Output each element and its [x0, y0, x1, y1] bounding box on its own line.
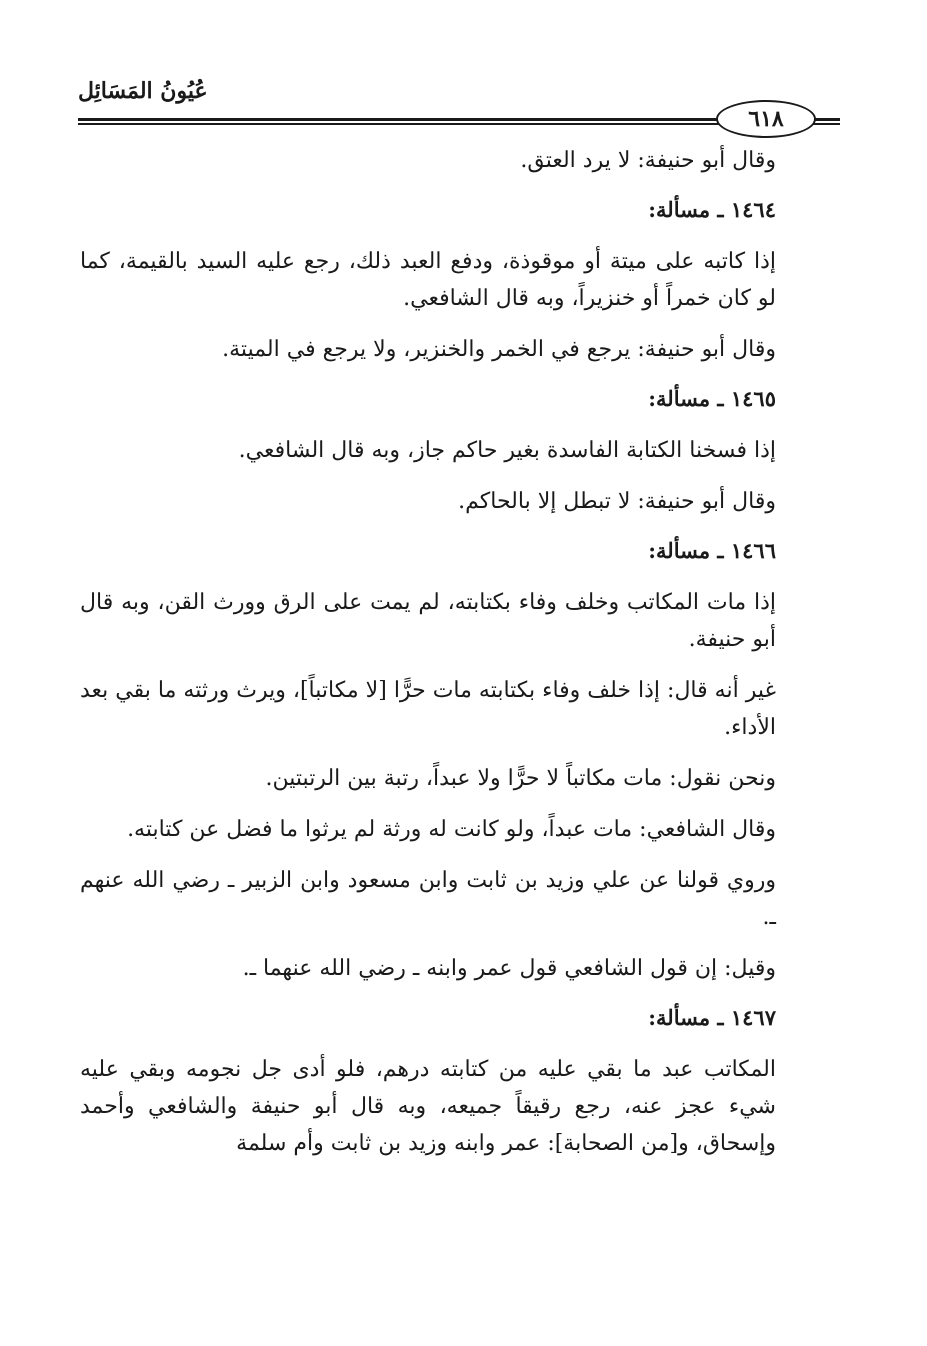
issue-heading: ١٤٦٥ ـ مسألة:	[648, 386, 776, 411]
issue-heading: ١٤٦٤ ـ مسألة:	[648, 197, 776, 222]
page-body	[80, 142, 838, 1176]
paragraph: إذا كاتبه على ميتة أو موقوذة، ودفع العبد ذلك، رجع عليه السيد بالقيمة، كما لو كان خمراً أو خنزيراً، وبه قال الشافعي.	[80, 249, 776, 311]
paragraph: غير أنه قال: إذا خلف وفاء بكتابته مات حرًّا [لا مكاتباً]، ويرث ورثته ما بقي بعد الأداء.	[80, 678, 776, 740]
paragraph: وقال الشافعي: مات عبداً، ولو كانت له ورثة لم يرثوا ما فضل عن كتابته.	[127, 817, 776, 842]
paragraph: المكاتب عبد ما بقي عليه من كتابته درهم، فلو أدى جل نجومه وبقي عليه شيء عجز عنه، رجع رقيقاً جميعه، وبه قال أبو حنيفة والشافعي وأحمد وإسحاق، و[من الصحابة]: عمر وابنه وزيد بن ثابت وأم سلمة	[80, 1057, 776, 1156]
paragraph: إذا فسخنا الكتابة الفاسدة بغير حاكم جاز، وبه قال الشافعي.	[238, 438, 776, 463]
page-number: ٦١٨	[716, 100, 816, 138]
paragraph: وقيل: إن قول الشافعي قول عمر وابنه ـ رضي الله عنهما ـ.	[242, 956, 776, 981]
paragraph: وقال أبو حنيفة: يرجع في الخمر والخنزير، ولا يرجع في الميتة.	[222, 337, 776, 362]
issue-heading: ١٤٦٦ ـ مسألة:	[648, 538, 776, 563]
paragraph: وقال أبو حنيفة: لا يرد العتق.	[520, 148, 776, 173]
paragraph: ونحن نقول: مات مكاتباً لا حرًّا ولا عبداً، رتبة بين الرتبتين.	[265, 766, 776, 791]
book-title: عُيُونُ المَسَائِل	[78, 78, 208, 104]
paragraph: وقال أبو حنيفة: لا تبطل إلا بالحاكم.	[458, 489, 776, 514]
page-header	[0, 0, 927, 140]
paragraph: وروي قولنا عن علي وزيد بن ثابت وابن مسعود وابن الزبير ـ رضي الله عنهم ـ.	[80, 868, 776, 930]
paragraph: إذا مات المكاتب وخلف وفاء بكتابته، لم يمت على الرق وورث القن، وبه قال أبو حنيفة.	[80, 590, 776, 652]
issue-heading: ١٤٦٧ ـ مسألة:	[648, 1005, 776, 1030]
